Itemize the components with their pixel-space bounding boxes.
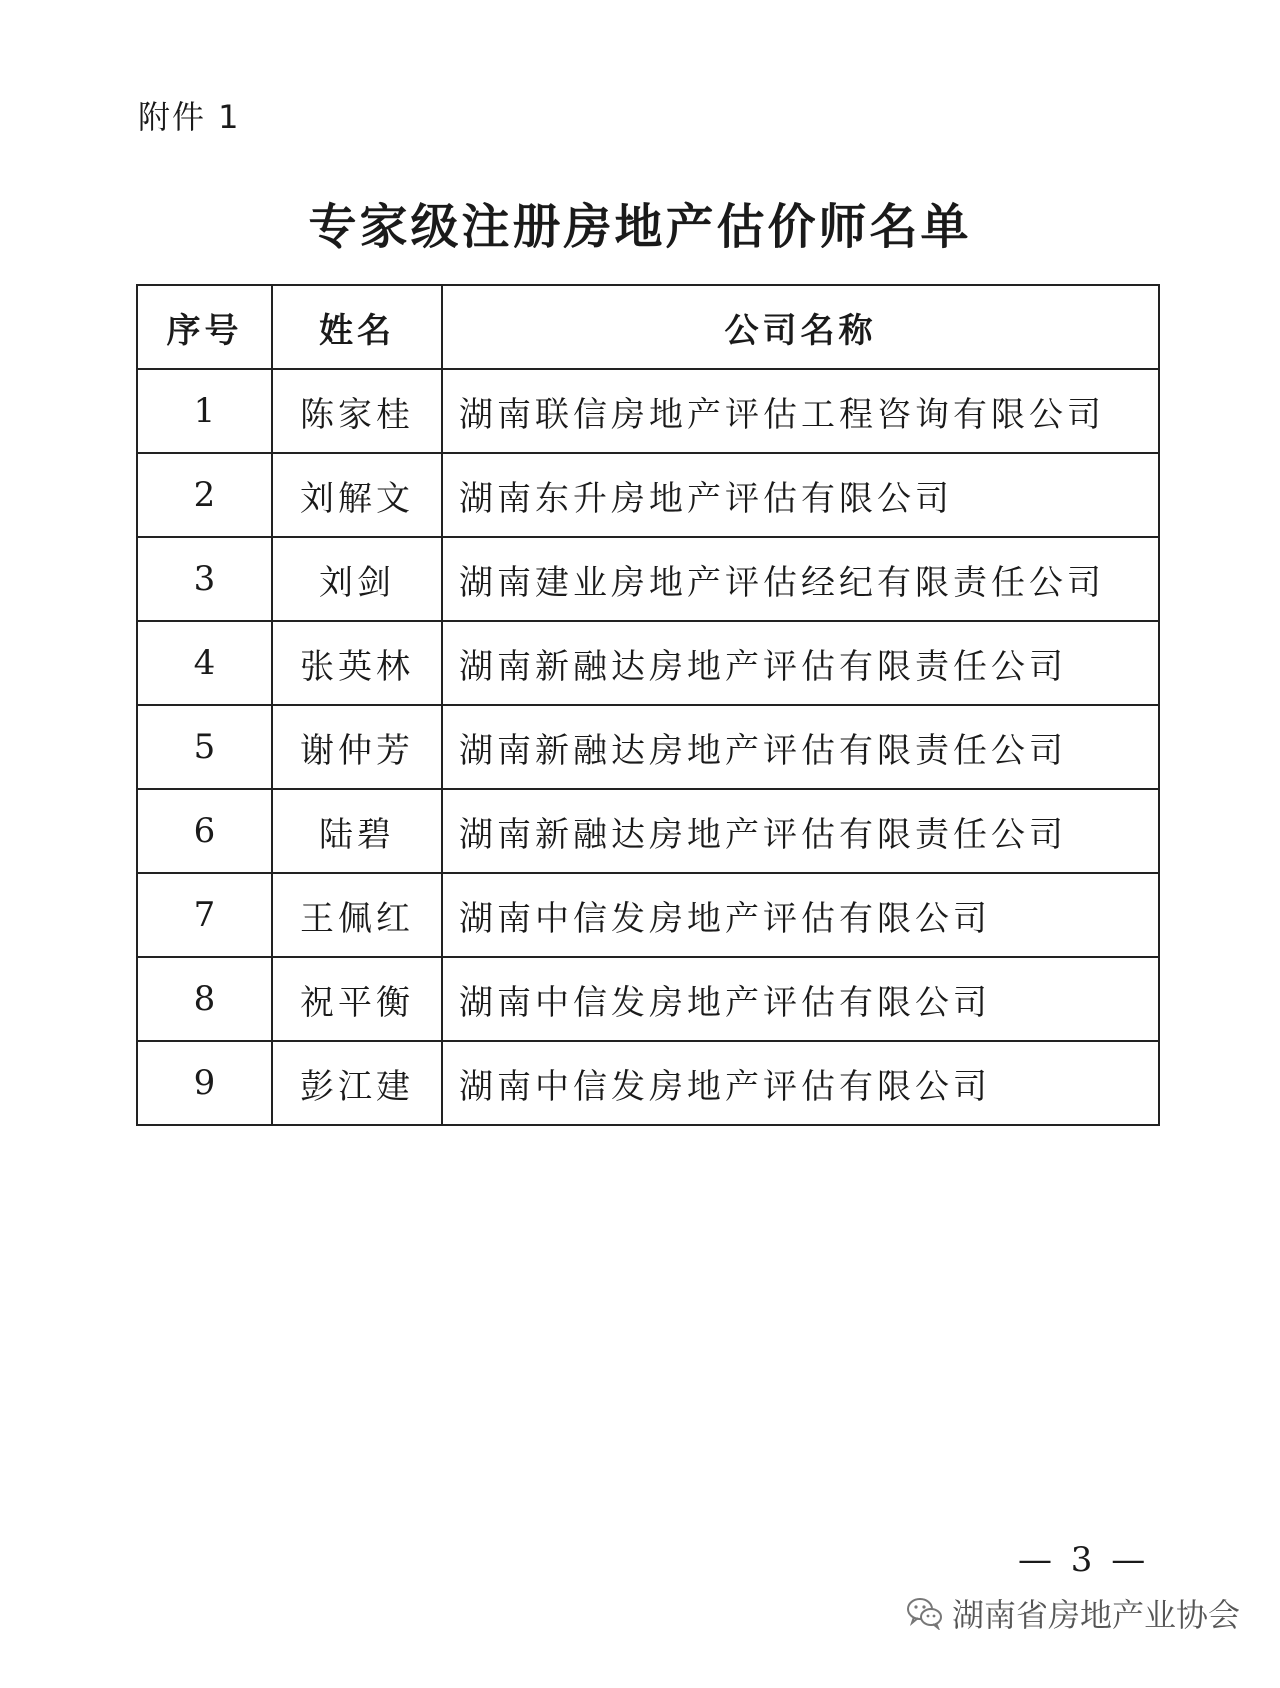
row-name: 陈家桂 [272, 369, 442, 453]
row-name: 祝平衡 [272, 957, 442, 1041]
table-row [137, 705, 1159, 789]
table-row [137, 537, 1159, 621]
row-name: 刘解文 [272, 453, 442, 537]
row-name: 陆碧 [272, 789, 442, 873]
row-seq: 3 [137, 537, 272, 621]
row-seq: 4 [137, 621, 272, 705]
watermark-text: 湖南省房地产业协会 [952, 1596, 1241, 1634]
table-row [137, 369, 1159, 453]
row-name: 彭江建 [272, 1041, 442, 1125]
wechat-icon [906, 1596, 944, 1630]
row-name: 谢仲芳 [272, 705, 442, 789]
row-company: 湖南新融达房地产评估有限责任公司 [442, 705, 1159, 789]
header-company: 公司名称 [442, 285, 1159, 369]
row-company: 湖南中信发房地产评估有限公司 [442, 1041, 1159, 1125]
header-name: 姓名 [272, 285, 442, 369]
table-row [137, 957, 1159, 1041]
attachment-label: 附件 1 [138, 98, 241, 136]
row-company: 湖南中信发房地产评估有限公司 [442, 873, 1159, 957]
row-seq: 1 [137, 369, 272, 453]
row-seq: 9 [137, 1041, 272, 1125]
row-company: 湖南新融达房地产评估有限责任公司 [442, 789, 1159, 873]
page-title: 专家级注册房地产估价师名单 [308, 199, 972, 255]
row-seq: 5 [137, 705, 272, 789]
row-name: 张英林 [272, 621, 442, 705]
table-row [137, 873, 1159, 957]
row-company: 湖南联信房地产评估工程咨询有限公司 [442, 369, 1159, 453]
table-row [137, 1041, 1159, 1125]
row-seq: 8 [137, 957, 272, 1041]
appraiser-table [136, 284, 1160, 1126]
table-row [137, 621, 1159, 705]
table-row [137, 453, 1159, 537]
header-seq: 序号 [137, 285, 272, 369]
table-row [137, 789, 1159, 873]
row-company: 湖南新融达房地产评估有限责任公司 [442, 621, 1159, 705]
watermark [906, 1590, 1240, 1636]
table-header-row [137, 285, 1159, 369]
row-company: 湖南东升房地产评估有限公司 [442, 453, 1159, 537]
row-company: 湖南建业房地产评估经纪有限责任公司 [442, 537, 1159, 621]
page-number: — 3 — [1018, 1540, 1150, 1580]
row-name: 王佩红 [272, 873, 442, 957]
row-seq: 6 [137, 789, 272, 873]
row-name: 刘剑 [272, 537, 442, 621]
row-seq: 7 [137, 873, 272, 957]
row-company: 湖南中信发房地产评估有限公司 [442, 957, 1159, 1041]
row-seq: 2 [137, 453, 272, 537]
